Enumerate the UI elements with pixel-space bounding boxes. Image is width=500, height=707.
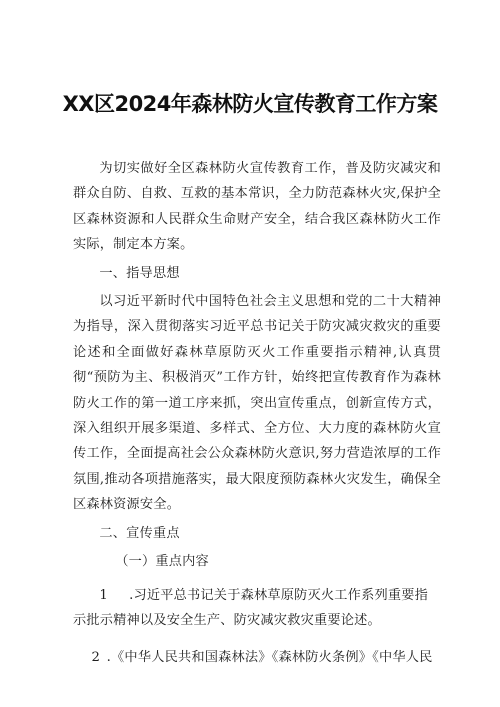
- list-item-2-text: .《中华人民共和国森林法》《森林防火条例》《中华人民: [106, 650, 433, 666]
- subsection-heading: （一）重点内容: [115, 554, 209, 570]
- section-2-heading: 二、宣传重点: [99, 525, 180, 541]
- list-item-2: [73, 645, 441, 670]
- list-item-1-first-line: [73, 583, 441, 608]
- document-title: XX区2024年森林防火宣传教育工作方案: [62, 92, 438, 116]
- list-item-2-number: 2: [91, 650, 101, 666]
- list-item-1-continuation: 示批示精神以及安全生产、防灾减灾救灾重要论述。: [73, 612, 381, 628]
- list-item-1: [73, 583, 441, 634]
- intro-paragraph: 为切实做好全区森林防火宣传教育工作，普及防灾减灾和群众自防、自救、互救的基本常识，全力防范森林火灾,保护全区森林资源和人民群众生命财产安全，结合我区森林防火工作实际，制定本方案。: [73, 161, 441, 253]
- document-body: [73, 156, 441, 671]
- section-1-heading: 一、指导思想: [99, 265, 180, 281]
- section-1-paragraph: 以习近平新时代中国特色社会主义思想和党的二十大精神为指导，深入贯彻落实习近平总书记关于防灾减灾救灾的重要论述和全面做好森林草原防灭火工作重要指示精神,认真贯彻“预防为主、积极消灭”工作方针，始终把宣传教育作为森林防火工作的第一道工序来抓，突出宣传重点，创新宣传方式，深入组织开展多渠道、多样式、全方位、大力度的森林防火宣传工作，全面提高社会公众森林防火意识,努力营造浓厚的工作氛围,推动各项措施落实，最大限度预防森林火灾发生，确保全区森林资源安全。: [73, 294, 441, 513]
- list-item-1-text: .习近平总书记关于森林草原防灭火工作系列重要指: [129, 587, 429, 603]
- list-item-1-number: 1: [99, 587, 108, 603]
